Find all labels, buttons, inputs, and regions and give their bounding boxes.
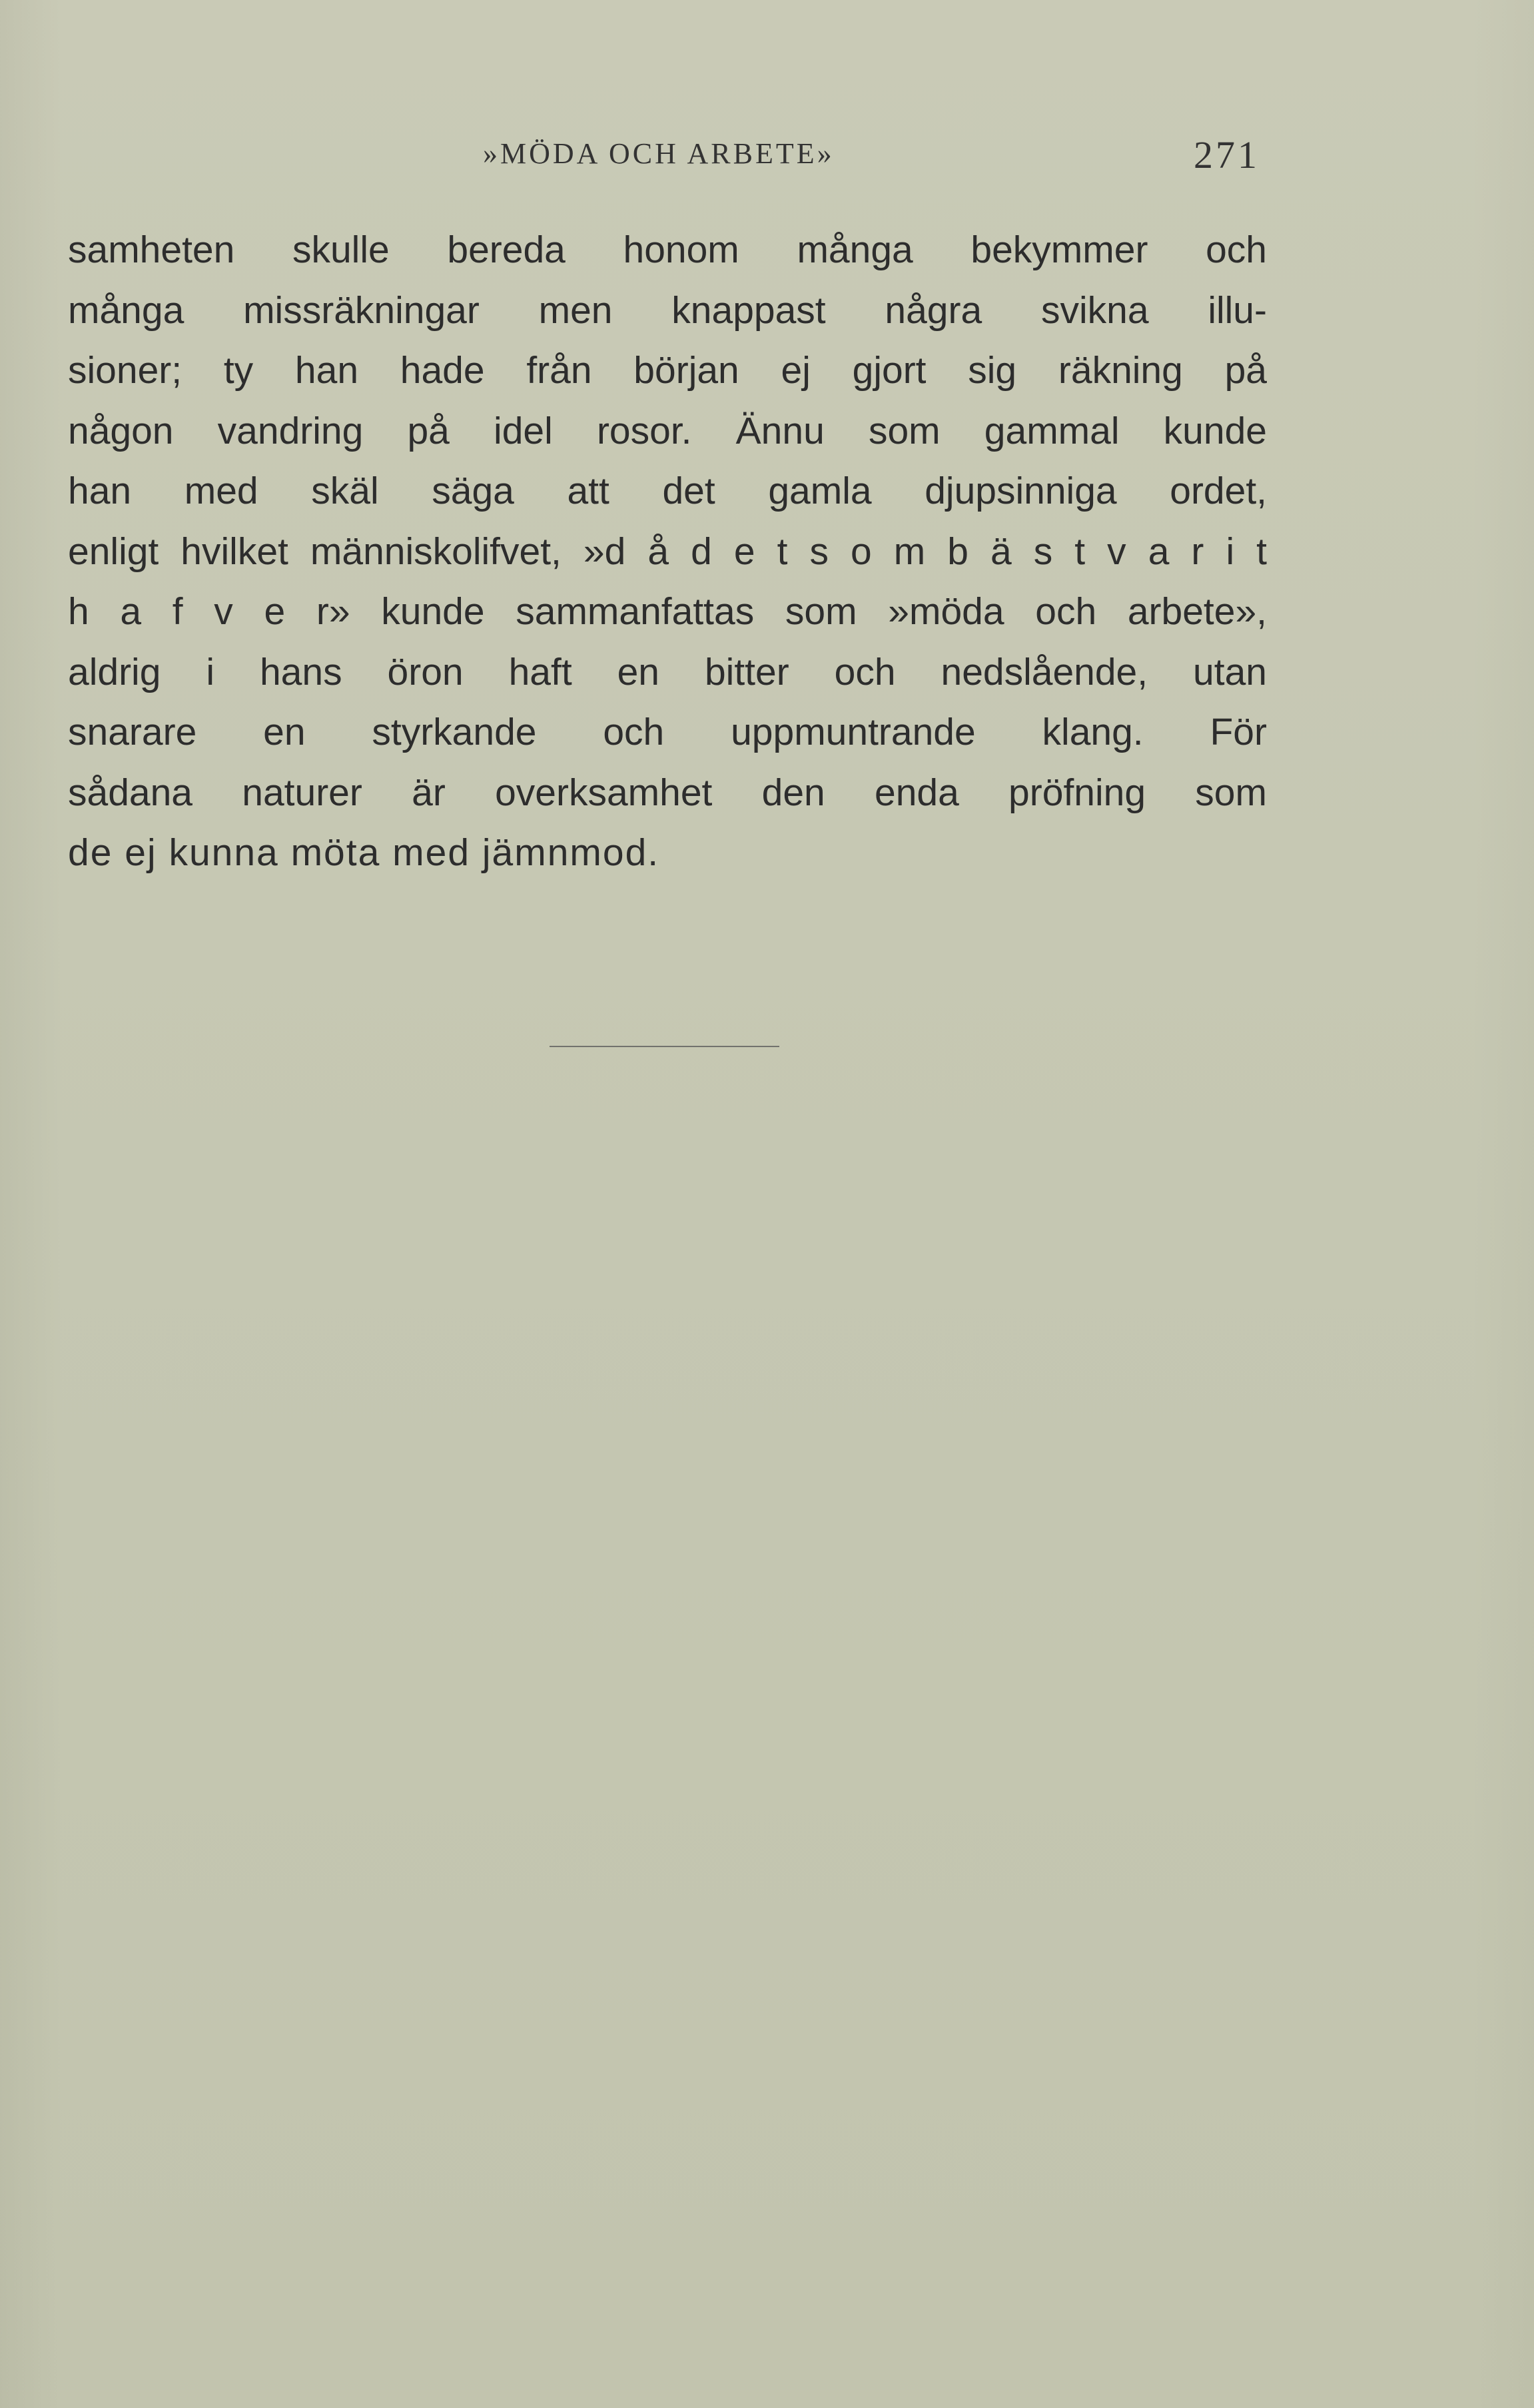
page-number: 271 bbox=[1194, 133, 1260, 177]
running-title: »MÖDA OCH ARBETE» bbox=[483, 137, 835, 170]
text-line: han med skäl säga att det gamla djupsinniga ordet, bbox=[68, 470, 1267, 512]
text-line: samheten skulle bereda honom många bekymmer och bbox=[68, 228, 1267, 271]
text-line: snarare en styrkande och uppmuntrande klang. För bbox=[68, 711, 1267, 753]
body-text bbox=[68, 220, 1267, 883]
text-line: sioner; ty han hade från början ej gjort sig räkning på bbox=[68, 349, 1267, 392]
running-head bbox=[0, 133, 1534, 183]
text-line: enligt hvilket människolifvet, »d å d e t s o m b ä s t v a r i t bbox=[68, 530, 1267, 573]
section-divider bbox=[550, 1046, 779, 1047]
text-line: aldrig i hans öron haft en bitter och nedslående, utan bbox=[68, 650, 1267, 693]
text-line: h a f v e r» kunde sammanfattas som »möda och arbete», bbox=[68, 590, 1267, 633]
text-line-last: de ej kunna möta med jämnmod. bbox=[68, 831, 660, 874]
text-line: många missräkningar men knappast några svikna illu- bbox=[68, 288, 1267, 332]
text-line: någon vandring på idel rosor. Ännu som gammal kunde bbox=[68, 409, 1267, 452]
text-line: sådana naturer är overksamhet den enda pröfning som bbox=[68, 771, 1267, 814]
